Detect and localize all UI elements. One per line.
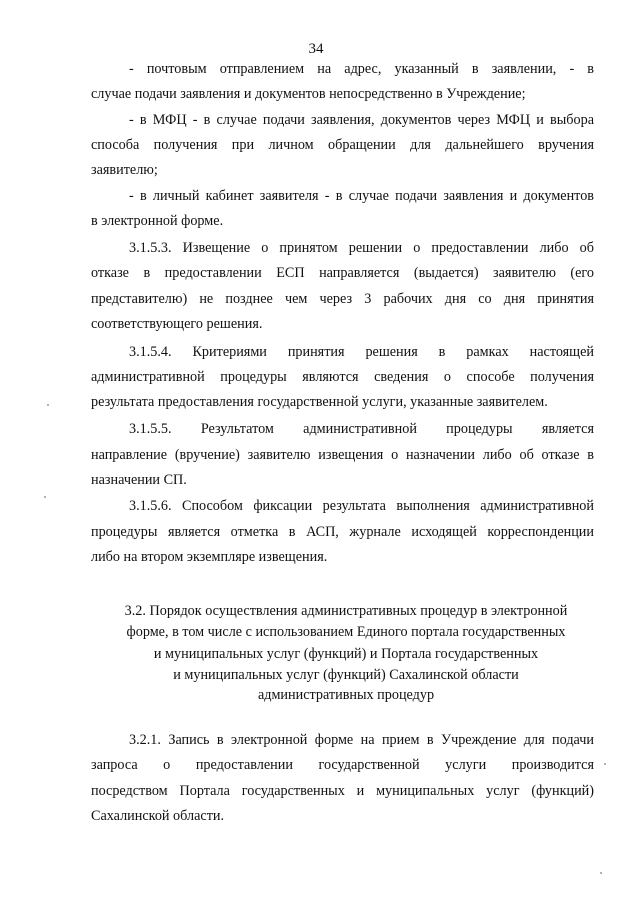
scan-speck (47, 404, 49, 406)
scan-speck (604, 763, 606, 765)
paragraph-line: 3.1.5.5. Результатом административной процедуры является (129, 421, 594, 437)
paragraph-line: административной процедуры являются сведения о способе получения (91, 369, 594, 385)
paragraph-line: либо на втором экземпляре извещения. (91, 549, 328, 565)
paragraph-line: 3.1.5.3. Извещение о принятом решении о предоставлении либо об (129, 240, 594, 256)
paragraph-line: посредством Портала государственных и муниципальных услуг (функций) (91, 783, 594, 799)
paragraph-line: соответствующего решения. (91, 316, 263, 332)
paragraph-line: 3.2.1. Запись в электронной форме на прием в Учреждение для подачи (129, 732, 594, 748)
scan-speck (44, 496, 46, 498)
paragraph-line: запроса о предоставлении государственной услуги производится (91, 757, 594, 773)
paragraph-line: - в МФЦ - в случае подачи заявления, документов через МФЦ и выбора (129, 112, 594, 128)
paragraph-line: способа получения при личном обращении для дальнейшего вручения (91, 137, 594, 153)
section-heading-line: и муниципальных услуг (функций) Сахалинской области (173, 667, 519, 683)
paragraph-line: заявителю; (91, 162, 158, 178)
paragraph-line: направление (вручение) заявителю извещения о назначении либо об отказе в (91, 447, 594, 463)
paragraph-line: Сахалинской области. (91, 808, 225, 824)
paragraph-line: - почтовым отправлением на адрес, указанный в заявлении, - в (129, 61, 594, 77)
paragraph-line: результата предоставления государственной услуги, указанные заявителем. (91, 394, 548, 410)
paragraph-line: случае подачи заявления и документов непосредственно в Учреждение; (91, 86, 526, 102)
paragraph-line: отказе в предоставлении ЕСП направляется (выдается) заявителю (его (91, 265, 594, 281)
scan-speck (600, 872, 602, 874)
paragraph-line: 3.1.5.6. Способом фиксации результата выполнения административной (129, 498, 594, 514)
section-heading-line: и муниципальных услуг (функций) и Портала государственных (153, 646, 539, 662)
paragraph-line: - в личный кабинет заявителя - в случае подачи заявления и документов (129, 188, 594, 204)
section-heading-line: административных процедур (257, 687, 435, 703)
section-heading-line: 3.2. Порядок осуществления административных процедур в электронной (124, 603, 568, 619)
paragraph-line: назначении СП. (91, 472, 187, 488)
paragraph-line: 3.1.5.4. Критериями принятия решения в рамках настоящей (129, 344, 594, 360)
page-number: 34 (308, 41, 324, 57)
paragraph-line: в электронной форме. (91, 213, 224, 229)
section-heading-line: форме, в том числе с использованием Единого портала государственных (126, 624, 566, 640)
paragraph-line: процедуры является отметка в АСП, журнале исходящей корреспонденции (91, 524, 594, 540)
paragraph-line: представителю) не позднее чем через 3 рабочих дня со дня принятия (91, 291, 594, 307)
